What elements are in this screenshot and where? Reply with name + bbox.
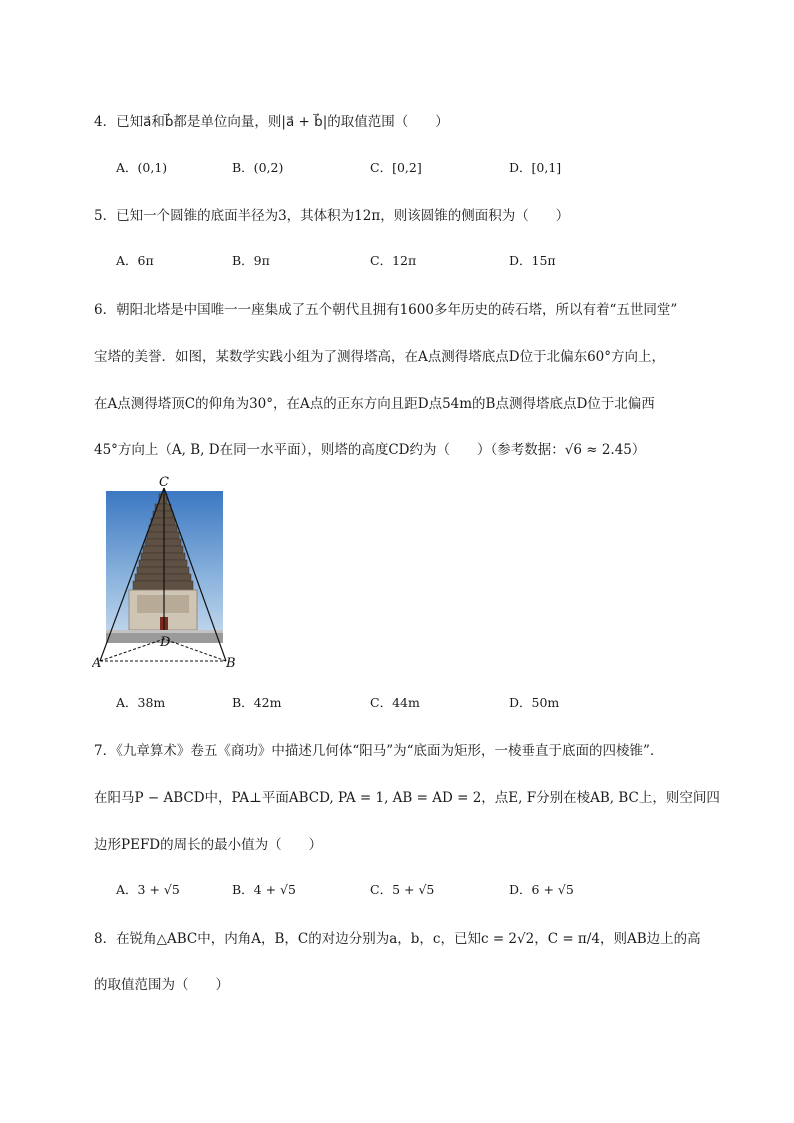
q4-option-b: B．(0,2) [232,160,284,175]
q6-option-d: D．50m [509,695,560,710]
q7-line-1: 7．《九章算术》卷五《商功》中描述几何体“阳马”为“底面为矩形，一棱垂直于底面的四棱锥”． [94,743,664,759]
pagoda-figure [92,474,242,674]
q6-line-4: 45°方向上（A, B, D在同一水平面），则塔的高度CD约为（ ）（参考数据：√6 ≈ 2.45） [94,442,646,458]
q7-option-b: B．4 + √5 [232,882,296,897]
q7-line-3: 边形PEFD的周长的最小值为（ ） [94,837,323,853]
q7-options [116,880,716,900]
q4-options [116,158,716,178]
q6-line-2: 宝塔的美誉．如图，某数学实践小组为了测得塔高，在A点测得塔底点D位于北偏东60°方向上， [94,349,665,365]
q7-option-a: A．3 + √5 [116,882,180,897]
q8-line-1: 8．在锐角△ABC中，内角A，B，C的对边分别为a，b，c，已知c = 2√2，C = π/4，则AB边上的高 [94,931,701,947]
label-c: C [159,475,169,490]
q6-option-a: A．38m [116,695,166,710]
q8-line-2: 的取值范围为（ ） [94,977,229,993]
q7-option-d: D．6 + √5 [509,882,574,897]
label-b: B [226,656,236,671]
q5-option-a: A．6π [116,253,154,268]
q6-line-1: 6．朝阳北塔是中国唯一一座集成了五个朝代且拥有1600多年历史的砖石塔，所以有着“五世同堂” [94,302,678,318]
label-d: D [160,635,171,650]
q5-option-d: D．15π [509,253,556,268]
q6-line-3: 在A点测得塔顶C的仰角为30°，在A点的正东方向且距D点54m的B点测得塔底点D位于北偏西 [94,396,655,412]
q5-option-b: B．9π [232,253,270,268]
pagoda-diagram [92,474,242,674]
q6-options [116,693,716,713]
q4-option-c: C．[0,2] [370,160,422,175]
label-a: A [92,656,102,671]
q7-option-c: C．5 + √5 [370,882,435,897]
q5-stem: 5．已知一个圆锥的底面半径为3，其体积为12π，则该圆锥的侧面积为（ ） [94,208,570,224]
q5-option-c: C．12π [370,253,417,268]
q5-options [116,251,716,271]
q4-option-a: A．(0,1) [116,160,168,175]
q6-option-b: B．42m [232,695,282,710]
q6-option-c: C．44m [370,695,420,710]
q7-line-2: 在阳马P − ABCD中，PA⊥平面ABCD, PA = 1, AB = AD = 2，点E, F分别在棱AB, BC上，则空间四 [94,790,720,806]
q4-option-d: D．[0,1] [509,160,562,175]
q4-stem: 4．已知a⃗和b⃗都是单位向量，则|a⃗ + b⃗|的取值范围（ ） [94,114,449,130]
